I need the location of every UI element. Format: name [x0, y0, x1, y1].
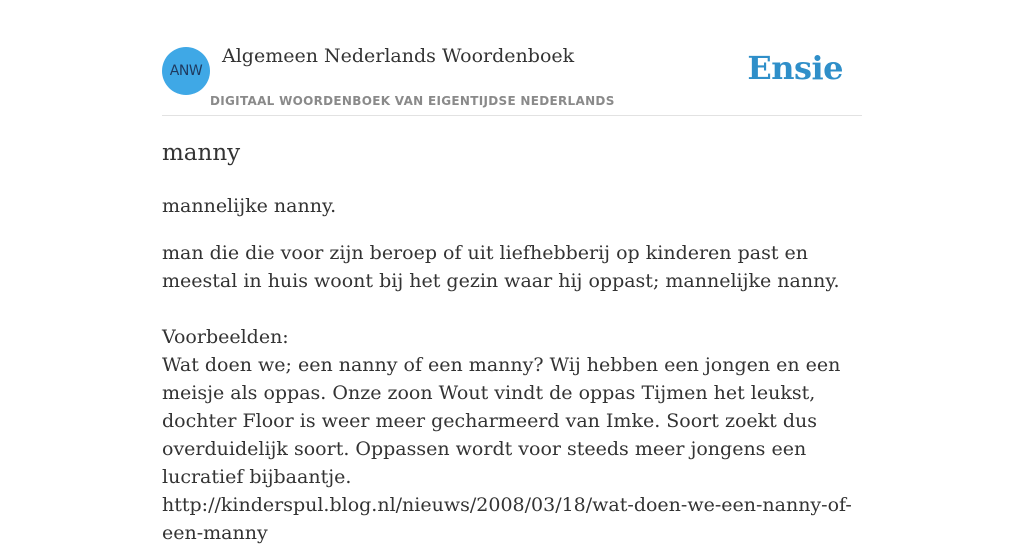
examples-label: Voorbeelden: — [162, 326, 289, 348]
site-title[interactable]: Algemeen Nederlands Woordenboek — [222, 45, 575, 67]
examples-section — [162, 323, 862, 547]
example-text: Wat doen we; een nanny of een manny? Wij hebben een jongen en een meisje als oppas. Onze zoon Wout vindt de oppas Tijmen het leukst, dochter Floor is weer meer gecharmeerd van Imke. Soort zoekt dus overduidelijk soort. Oppassen wordt voor steeds meer jongens een lucratief bijbaantje. — [162, 354, 841, 488]
content-container — [162, 0, 862, 544]
long-definition: man die die voor zijn beroep of uit liefhebberij op kinderen past en meestal in huis woont bij het gezin waar hij oppast; mannelijke nanny. — [162, 242, 840, 292]
page-title: manny — [162, 140, 241, 166]
site-subtitle: DIGITAAL WOORDENBOEK VAN EIGENTIJDSE NEDERLANDS — [210, 94, 615, 108]
ensie-brand-logo[interactable]: Ensie — [747, 49, 843, 87]
short-definition: mannelijke nanny. — [162, 195, 337, 217]
anw-logo[interactable]: ANW — [162, 47, 210, 95]
site-header — [162, 0, 862, 116]
example-source-url: http://kinderspul.blog.nl/nieuws/2008/03/18/wat-doen-we-een-nanny-of-een-manny — [162, 494, 852, 544]
